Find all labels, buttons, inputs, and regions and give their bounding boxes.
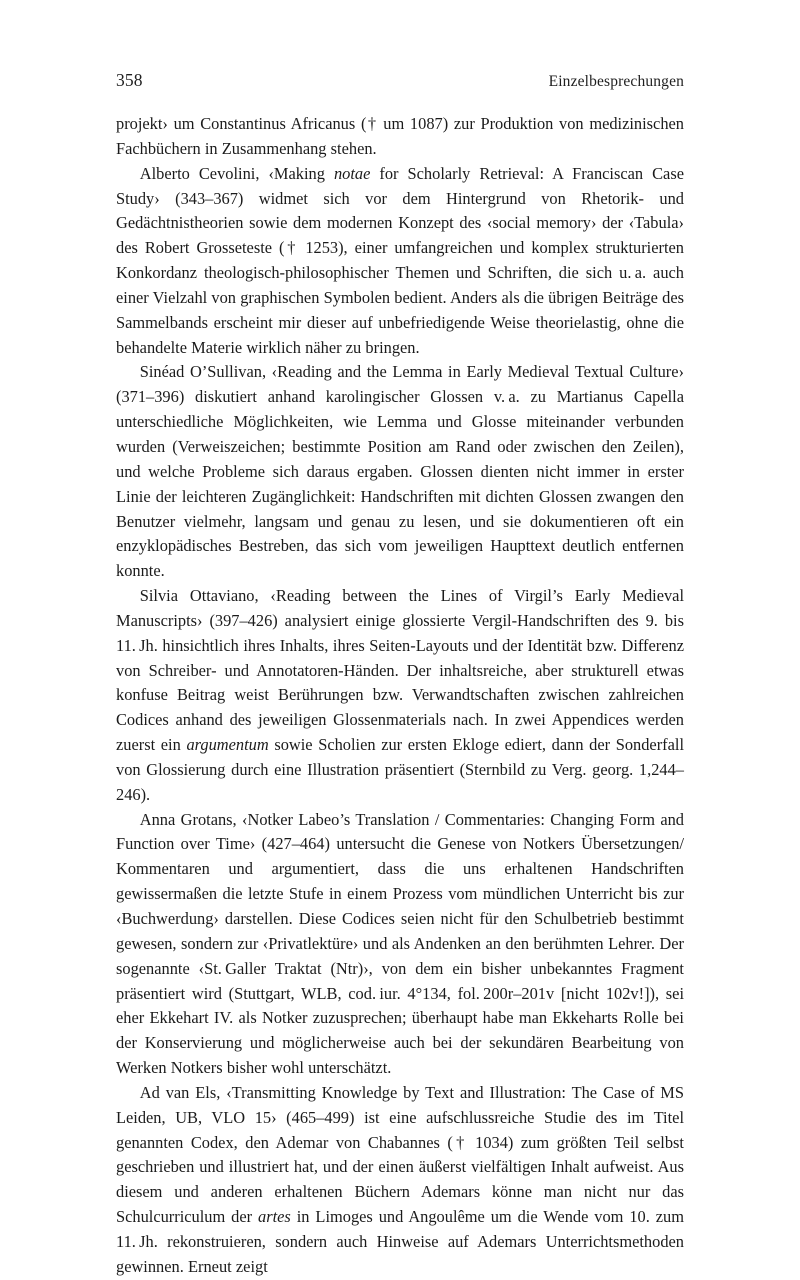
paragraph (116, 112, 684, 162)
running-head (116, 70, 684, 91)
running-title: Einzelbesprechungen (548, 73, 684, 90)
italic-term: argumentum (186, 735, 269, 755)
text-run: sowie Scholien zur ersten Ekloge ediert, dann der Sonderfall von Glossierung durch eine Illustration präsentiert (Sternbild zu Verg. georg. 1,244–246). (116, 735, 684, 804)
paragraph (116, 360, 684, 584)
text-run: for Scholarly Retrieval: A Franciscan Case Study› (343–367) widmet sich vor dem Hintergrund von Rhetorik- und Gedächtnistheorien sowie dem modernen Konzept des ‹social memory› der ‹Tabula› des Robert Grosseteste († 1253), einer umfangreichen und komplex strukturierten Konkordanz theologisch-philosophischer Themen und Schriften, die sich u. a. auch einer Vielzahl von graphischen Symbolen bedient. Anders als die übrigen Beiträge des Sammelbands erscheint mir dieser auf unbefriedigende Weise theorielastig, ohne die behandelte Materie wirklich näher zu bringen. (116, 163, 684, 357)
text-run: projekt› um Constantinus Africanus († um 1087) zur Produktion von medizinischen Fachbüchern in Zusammenhang stehen. (116, 114, 684, 158)
text-run: Silvia Ottaviano, ‹Reading between the Lines of Virgil’s Early Medieval Manuscripts› (397–426) analysiert einige glossierte Vergil-Handschriften des 9. bis 11. Jh. hinsichtlich ihres Inhalts, ihres Seiten-Layouts und der Identität bzw. Differenz von Schreiber- und Annotatoren-Händen. Der inhaltsreiche, aber strukturell etwas konfuse Beitrag weist Berührungen bzw. Verwandtschaften zwischen zahlreichen Codices anhand des jeweiligen Glossenmaterials nach. In zwei Appendices werden zuerst ein (116, 586, 684, 755)
paragraph (116, 162, 684, 361)
body-text-block (116, 112, 684, 1280)
text-run: Alberto Cevolini, ‹Making (139, 163, 334, 183)
paragraph (116, 584, 684, 808)
text-run: in Limoges und Angoulême um die Wende vom 10. zum 11. Jh. rekonstruieren, sondern auch Hinweise auf Ademars Unterrichtsmethoden gewinnen. Erneut zeigt (116, 1207, 684, 1276)
italic-term: artes (258, 1207, 291, 1227)
paragraph (116, 808, 684, 1081)
text-run: Ad van Els, ‹Transmitting Knowledge by Text and Illustration: The Case of MS Leiden, UB, VLO 15› (465–499) ist eine aufschlussreiche Studie des im Titel genannten Codex, den Ademar von Chabannes († 1034) zum größten Teil selbst geschrieben und illustriert hat, und der einen äußerst vielfältigen Inhalt aufweist. Aus diesem und anderen erhaltenen Büchern Ademars könne man nicht nur das Schulcurriculum der (116, 1082, 684, 1227)
paragraph (116, 1081, 684, 1280)
page-number: 358 (116, 70, 143, 90)
text-run: Sinéad O’Sullivan, ‹Reading and the Lemma in Early Medieval Textual Culture› (371–396) diskutiert anhand karolingischer Glossen v. a. zu Martianus Capella unterschiedliche Möglichkeiten, wie Lemma und Glosse miteinander verbunden wurden (Verweiszeichen; bestimmte Position am Rand oder zwischen den Zeilen), und welche Probleme sich daraus ergaben. Glossen dienten nicht immer in erster Linie der leichteren Zugänglichkeit: Handschriften mit dichten Glossen zwangen den Benutzer vielmehr, langsam und genau zu lesen, und sie dokumentieren oft ein enzyklopädisches Bestreben, das sich vom jeweiligen Haupttext deutlich entfernen konnte. (116, 362, 684, 581)
italic-term: notae (333, 163, 371, 183)
text-run: Anna Grotans, ‹Notker Labeo’s Translation / Commentaries: Changing Form and Function over Time› (427–464) untersucht die Genese von Notkers Übersetzungen/ Kommentaren und argumentiert, dass die uns erhaltenen Handschriften gewissermaßen die letzte Stufe in einem Prozess vom mündlichen Unterricht bis zur ‹Buchwerdung› darstellen. Diese Codices seien nicht für den Schulbetrieb bestimmt gewesen, sondern zur ‹Privatlektüre› und als Andenken an den berühmten Lehrer. Der sogenannte ‹St. Galler Traktat (Ntr)›, von dem ein bisher unbekanntes Fragment präsentiert wird (Stuttgart, WLB, cod. iur. 4°134, fol. 200r–201v [nicht 102v!]), sei eher Ekkehart IV. als Notker zuzusprechen; überhaupt habe man Ekkeharts Rolle bei der Konservierung und möglicherweise auch bei der sekundären Bearbeitung von Werken Notkers bisher wohl unterschätzt. (116, 809, 684, 1078)
